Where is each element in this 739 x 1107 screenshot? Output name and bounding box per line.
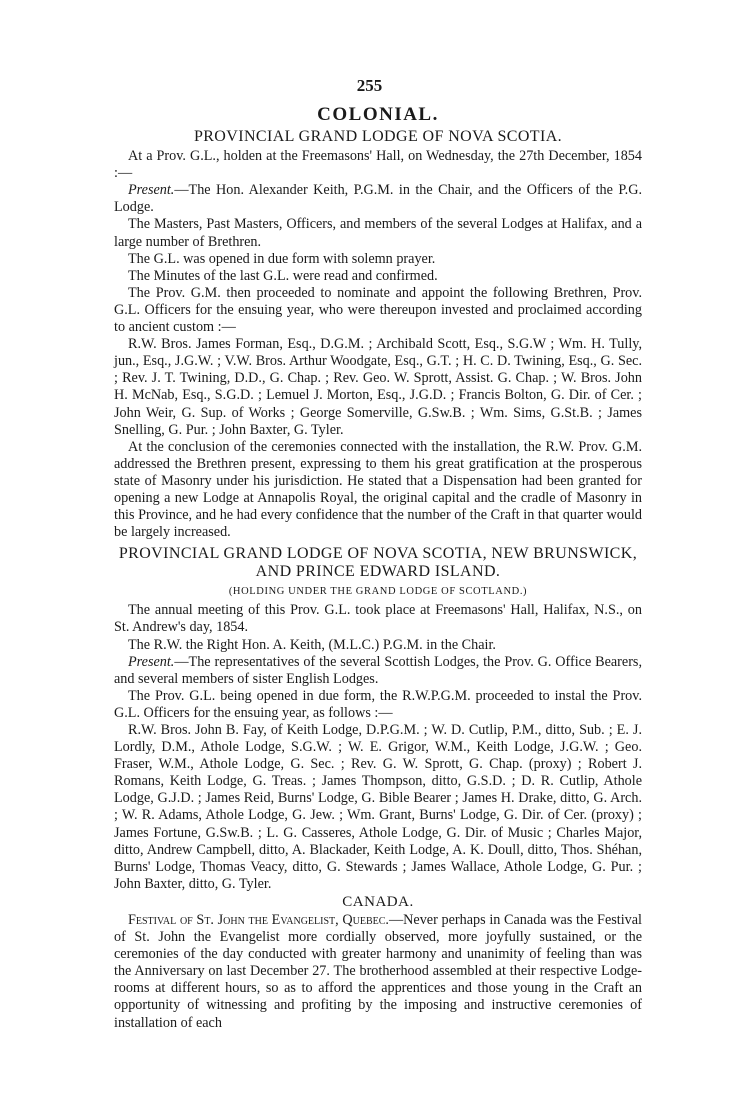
paragraph-lead: Present. — [128, 653, 175, 670]
paragraph-text: —The representatives of the several Scottish Lodges, the Prov. G. Office Bearers, and several members of sister English Lodges. — [114, 653, 642, 687]
paragraph-lead: Festival of St. John the Evangelist, Quebec. — [128, 911, 389, 928]
paragraph: The Minutes of the last G.L. were read and confirmed. — [128, 267, 438, 284]
paragraph — [114, 182, 642, 216]
article-nova-scotia — [114, 128, 642, 541]
article-heading: CANADA. — [342, 893, 414, 910]
paragraph — [114, 912, 642, 1032]
article-heading: PROVINCIAL GRAND LODGE OF NOVA SCOTIA. — [193, 128, 563, 146]
paragraph: The Masters, Past Masters, Officers, and members of the several Lodges at Halifax, and a large number of Brethren. — [114, 216, 642, 250]
paragraph-text: —Never perhaps in Canada was the Festival of St. John the Evangelist more cordially observed, more joyfully sustained, or the ceremonies of the day conducted with greater harmony and unanimity of feeling than was the Anniversary on last December 27. The brotherhood assembled at their respective Lodge-rooms at different hours, so as to afford the apprentices and those young in the Craft an opportunity of witnessing and profiting by the imposing and instructive ceremonies of installation of each — [114, 911, 642, 1031]
officers-list: R.W. Bros. John B. Fay, of Keith Lodge, D.P.G.M. ; W. D. Cutlip, P.M., ditto, Sub. ; E. J. Lordly, D.M., Athole Lodge, S.G.W. ; W. E. Grigor, W.M., Keith Lodge, J.G.W. ; Geo. Fraser, W.M., Athole Lodge, G. Sec. ; Rev. G. W. Sprott, G. Chap. (proxy) ; Robert J. Romans, Keith Lodge, G. Treas. ; James Thompson, ditto, G.S.D. ; D. R. Cutlip, Athole Lodge, G.J.D. ; James Reid, Burns' Lodge, G. Bible Bearer ; James H. Drake, ditto, G. Arch. ; W. R. Adams, Athole Lodge, G. Jew. ; Wm. Grant, Burns' Lodge, G. Dir. of Cer. (proxy) ; James Fortune, G.Sw.B. ; L. G. Casseres, Athole Lodge, G. Dir. of Music ; Charles Major, ditto, Andrew Campbell, ditto, A. Blackader, Keith Lodge, A. K. Doull, ditto, Thos. Shéhan, Burns' Lodge, Thomas Veacy, ditto, G. Stewards ; James Wallace, Athole Lodge, G. Pur. ; John Baxter, ditto, G. Tyler. — [114, 722, 642, 892]
paragraph: The Prov. G.M. then proceeded to nominate and appoint the following Brethren, Prov. G.L. Officers for the ensuing year, who were thereupon invested and proclaimed according to ancient custom :— — [114, 284, 642, 336]
paragraph — [114, 654, 642, 688]
section-title: COLONIAL. — [317, 104, 439, 125]
text-column — [114, 106, 642, 1032]
paragraph: At a Prov. G.L., holden at the Freemasons' Hall, on Wednesday, the 27th December, 1854 :— — [114, 148, 642, 182]
paragraph: At the conclusion of the ceremonies connected with the installation, the R.W. Prov. G.M. addressed the Brethren present, expressing to them his great gratification at the prosperous state of Masonry under his jurisdiction. He stated that a Dispensation had been granted for opening a new Lodge at Annapolis Royal, the original capital and the cradle of Masonry in this Province, and he had every confidence that the number of the Craft in that quarter would be largely increased. — [114, 438, 642, 541]
paragraph: The annual meeting of this Prov. G.L. took place at Freemasons' Hall, Halifax, N.S., on St. Andrew's day, 1854. — [114, 602, 642, 636]
article-subheading: (HOLDING UNDER THE GRAND LODGE OF SCOTLAND.) — [228, 586, 528, 598]
article-nova-scotia-nb-pei — [114, 545, 642, 893]
page-number: 255 — [356, 76, 383, 95]
paragraph: The Prov. G.L. being opened in due form, the R.W.P.G.M. proceeded to instal the Prov. G.L. Officers for the ensuing year, as follows :— — [114, 687, 642, 721]
paragraph: The R.W. the Right Hon. A. Keith, (M.L.C.) P.G.M. in the Chair. — [128, 636, 496, 653]
article-heading: PROVINCIAL GRAND LODGE OF NOVA SCOTIA, NEW BRUNSWICK, AND PRINCE EDWARD ISLAND. — [118, 545, 638, 581]
paragraph-text: —The Hon. Alexander Keith, P.G.M. in the Chair, and the Officers of the P.G. Lodge. — [114, 182, 642, 216]
paragraph: The G.L. was opened in due form with solemn prayer. — [128, 250, 436, 267]
article-canada — [114, 893, 642, 1032]
officers-list: R.W. Bros. James Forman, Esq., D.G.M. ; Archibald Scott, Esq., S.G.W ; Wm. H. Tully, jun., Esq., J.G.W. ; V.W. Bros. Arthur Woodgate, Esq., G.T. ; H. C. D. Twining, Esq., G. Sec. ; Rev. J. T. Twining, D.D., G. Chap. ; Rev. Geo. W. Sprott, Assist. G. Chap. ; W. Bros. John H. McNab, Esq., S.G.D. ; Lemuel J. Morton, Esq., J.G.D. ; Francis Bolton, G. Dir. of Cer. ; John Weir, G. Sup. of Works ; George Somerville, G.Sw.B. ; Wm. Sims, G.St.B. ; James Snelling, G. Pur. ; John Baxter, G. Tyler. — [114, 336, 642, 438]
paragraph-lead: Present. — [128, 182, 175, 199]
